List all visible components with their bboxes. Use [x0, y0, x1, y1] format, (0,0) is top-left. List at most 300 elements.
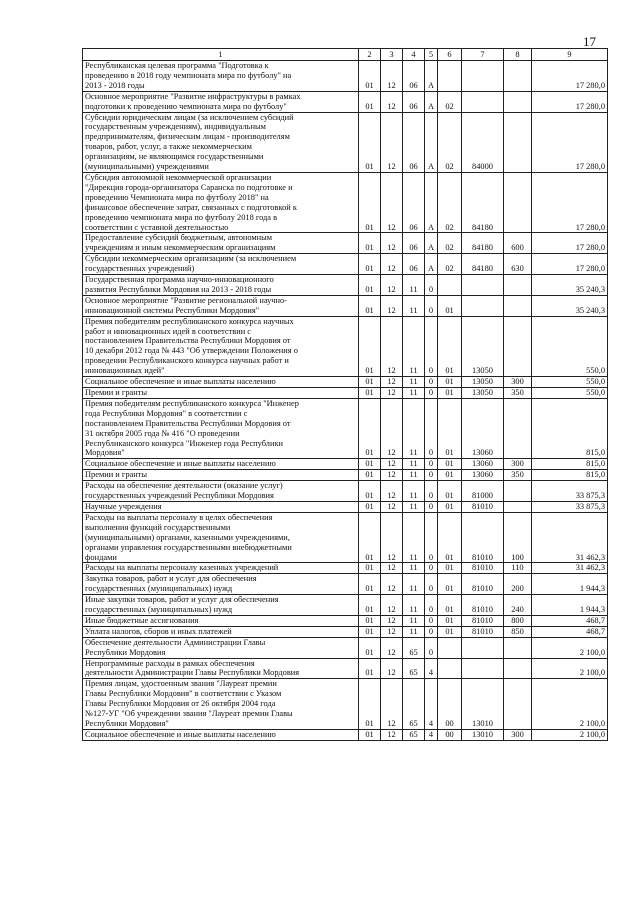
table-row: [83, 316, 608, 376]
code-cell-c4: 06: [403, 233, 425, 254]
code-cell-c6: 02: [438, 112, 462, 172]
code-cell-c6: 02: [438, 91, 462, 112]
code-cell-c8: [504, 61, 532, 92]
code-cell-c5: 4: [425, 658, 438, 679]
code-cell-c7: 13050: [462, 388, 504, 399]
code-cell-c4: 11: [403, 574, 425, 595]
code-cell-c2: 01: [359, 388, 381, 399]
code-cell-c3: 12: [381, 501, 403, 512]
code-cell-c3: 12: [381, 658, 403, 679]
code-cell-c5: А: [425, 233, 438, 254]
code-cell-c7: 84180: [462, 254, 504, 275]
code-cell-c6: 02: [438, 254, 462, 275]
code-cell-c4: 11: [403, 459, 425, 470]
item-name-cell: [83, 172, 359, 232]
code-cell-c6: 01: [438, 316, 462, 376]
budget-table: [82, 48, 608, 741]
code-cell-c8: 200: [504, 574, 532, 595]
amount-cell: 815,0: [532, 459, 608, 470]
code-cell-c8: 800: [504, 615, 532, 626]
code-cell-c7: 81010: [462, 501, 504, 512]
item-name-line: Непрограммные расходы в рамках обеспечения: [85, 658, 255, 668]
table-row: [83, 459, 608, 470]
code-cell-c8: 110: [504, 563, 532, 574]
code-cell-c8: [504, 316, 532, 376]
code-cell-c8: [504, 112, 532, 172]
amount-cell: 17 280,0: [532, 254, 608, 275]
item-name-cell: [83, 563, 359, 574]
code-cell-c2: 01: [359, 574, 381, 595]
table-body: [83, 61, 608, 741]
item-name-line: 10 декабря 2012 года № 443 "Об утверждении Положения о: [85, 346, 298, 356]
code-cell-c5: А: [425, 172, 438, 232]
table-row: [83, 512, 608, 563]
item-name-line: Премии и гранты: [85, 470, 147, 480]
item-name-cell: [83, 254, 359, 275]
code-cell-c8: 850: [504, 626, 532, 637]
code-cell-c5: А: [425, 91, 438, 112]
table-row: [83, 501, 608, 512]
code-cell-c6: 01: [438, 563, 462, 574]
table-row: [83, 481, 608, 502]
item-name-line: Социальное обеспечение и иные выплаты населению: [85, 729, 276, 739]
table-row: [83, 729, 608, 740]
code-cell-c5: 0: [425, 470, 438, 481]
amount-cell: 468,7: [532, 626, 608, 637]
code-cell-c8: [504, 295, 532, 316]
code-cell-c2: 01: [359, 295, 381, 316]
page-number: 17: [583, 34, 596, 49]
code-cell-c4: 65: [403, 637, 425, 658]
amount-cell: 35 240,3: [532, 275, 608, 296]
code-cell-c7: 84000: [462, 112, 504, 172]
code-cell-c8: [504, 679, 532, 730]
item-name-line: проведении Республиканского конкурса научных работ и: [85, 356, 289, 366]
table-row: [83, 637, 608, 658]
item-name-cell: [83, 470, 359, 481]
code-cell-c2: 01: [359, 563, 381, 574]
code-cell-c6: [438, 275, 462, 296]
amount-cell: 1 944,3: [532, 595, 608, 616]
table-row: [83, 470, 608, 481]
item-name-line: проведению чемпионата мира по футболу 2018 года в: [85, 212, 278, 222]
code-cell-c7: [462, 61, 504, 92]
item-name-line: выполнения функций государственными: [85, 522, 231, 532]
item-name-line: Мордовия": [85, 448, 125, 458]
table-row: [83, 295, 608, 316]
code-cell-c6: [438, 658, 462, 679]
code-cell-c8: [504, 172, 532, 232]
code-cell-c6: 01: [438, 377, 462, 388]
code-cell-c5: 0: [425, 512, 438, 563]
code-cell-c3: 12: [381, 470, 403, 481]
column-header: 5: [425, 49, 438, 61]
table-row: [83, 61, 608, 92]
amount-cell: 35 240,3: [532, 295, 608, 316]
table-row: [83, 658, 608, 679]
code-cell-c5: 0: [425, 398, 438, 458]
item-name-line: Премия лицам, удостоенным звания "Лауреат премии: [85, 679, 277, 689]
item-name-line: (муниципальными) органами, казенными учреждениями,: [85, 532, 290, 542]
code-cell-c8: 600: [504, 233, 532, 254]
code-cell-c8: 300: [504, 459, 532, 470]
code-cell-c7: [462, 275, 504, 296]
code-cell-c8: [504, 91, 532, 112]
code-cell-c3: 12: [381, 377, 403, 388]
code-cell-c3: 12: [381, 729, 403, 740]
item-name-line: товаров, работ, услуг, а также некоммерческим: [85, 142, 252, 152]
code-cell-c3: 12: [381, 254, 403, 275]
table-row: [83, 388, 608, 399]
item-name-line: Премии и гранты: [85, 388, 147, 397]
code-cell-c7: 13060: [462, 470, 504, 481]
code-cell-c8: [504, 637, 532, 658]
amount-cell: 2 100,0: [532, 658, 608, 679]
code-cell-c5: А: [425, 112, 438, 172]
item-name-line: Республики Мордовия: [85, 647, 166, 657]
code-cell-c3: 12: [381, 626, 403, 637]
code-cell-c5: 4: [425, 679, 438, 730]
code-cell-c7: 13010: [462, 679, 504, 730]
code-cell-c2: 01: [359, 377, 381, 388]
amount-cell: 33 875,3: [532, 501, 608, 512]
column-header: 1: [83, 49, 359, 61]
column-header: 6: [438, 49, 462, 61]
item-name-cell: [83, 91, 359, 112]
item-name-line: Научные учреждения: [85, 501, 162, 511]
code-cell-c2: 01: [359, 729, 381, 740]
code-cell-c5: 4: [425, 729, 438, 740]
code-cell-c5: 0: [425, 388, 438, 399]
column-header: 9: [532, 49, 608, 61]
item-name-line: государственных учреждений): [85, 264, 195, 274]
code-cell-c6: 01: [438, 398, 462, 458]
item-name-cell: [83, 679, 359, 730]
code-cell-c4: 11: [403, 398, 425, 458]
code-cell-c2: 01: [359, 398, 381, 458]
item-name-cell: [83, 295, 359, 316]
code-cell-c8: 350: [504, 388, 532, 399]
code-cell-c2: 01: [359, 91, 381, 112]
code-cell-c2: 01: [359, 512, 381, 563]
code-cell-c7: 13050: [462, 377, 504, 388]
item-name-line: Субсидии некоммерческим организациям (за исключением: [85, 254, 297, 264]
code-cell-c4: 06: [403, 91, 425, 112]
item-name-cell: [83, 398, 359, 458]
code-cell-c5: 0: [425, 615, 438, 626]
item-name-line: финансовое обеспечение затрат, связанных с подготовкой к: [85, 202, 297, 212]
amount-cell: 550,0: [532, 316, 608, 376]
code-cell-c4: 11: [403, 501, 425, 512]
amount-cell: 33 875,3: [532, 481, 608, 502]
column-header: 2: [359, 49, 381, 61]
item-name-line: 31 октября 2005 года № 416 "О проведении: [85, 428, 240, 438]
code-cell-c5: 0: [425, 459, 438, 470]
item-name-line: проведению в 2018 году чемпионата мира по футболу" на: [85, 70, 292, 80]
column-header: 7: [462, 49, 504, 61]
code-cell-c6: 02: [438, 172, 462, 232]
code-cell-c4: 11: [403, 316, 425, 376]
table-row: [83, 398, 608, 458]
code-cell-c2: 01: [359, 637, 381, 658]
code-cell-c6: 01: [438, 615, 462, 626]
code-cell-c7: 81010: [462, 615, 504, 626]
code-cell-c8: 350: [504, 470, 532, 481]
code-cell-c3: 12: [381, 316, 403, 376]
item-name-line: учреждениям и иным некоммерческим организациям: [85, 243, 276, 253]
code-cell-c2: 01: [359, 112, 381, 172]
item-name-line: проведению Чемпионата мира по футболу 2018" на: [85, 192, 269, 202]
code-cell-c7: 13050: [462, 316, 504, 376]
code-cell-c7: 81000: [462, 481, 504, 502]
code-cell-c4: 06: [403, 112, 425, 172]
code-cell-c7: 81010: [462, 563, 504, 574]
code-cell-c3: 12: [381, 112, 403, 172]
item-name-line: соответствии с уставной деятельностью: [85, 222, 229, 232]
item-name-cell: [83, 595, 359, 616]
amount-cell: 2 100,0: [532, 679, 608, 730]
item-name-line: государственных (муниципальных) нужд: [85, 584, 233, 594]
code-cell-c8: 240: [504, 595, 532, 616]
code-cell-c6: 01: [438, 388, 462, 399]
code-cell-c4: 06: [403, 61, 425, 92]
code-cell-c4: 11: [403, 563, 425, 574]
table-row: [83, 574, 608, 595]
code-cell-c2: 01: [359, 61, 381, 92]
code-cell-c6: 00: [438, 679, 462, 730]
item-name-line: инновационной системы Республики Мордовия": [85, 305, 260, 315]
item-name-line: работ и инновационных идей в соответствии с: [85, 326, 252, 336]
code-cell-c2: 01: [359, 172, 381, 232]
code-cell-c3: 12: [381, 563, 403, 574]
code-cell-c3: 12: [381, 615, 403, 626]
code-cell-c3: 12: [381, 398, 403, 458]
item-name-line: фондами: [85, 552, 117, 562]
code-cell-c4: 65: [403, 679, 425, 730]
item-name-line: Закупка товаров, работ и услуг для обеспечения: [85, 574, 257, 584]
item-name-line: Основное мероприятие "Развитие региональной научно-: [85, 295, 287, 305]
code-cell-c7: [462, 637, 504, 658]
item-name-line: "Дирекция города-организатора Саранска по подготовке и: [85, 182, 293, 192]
item-name-line: Социальное обеспечение и иные выплаты населению: [85, 459, 276, 469]
table-row: [83, 563, 608, 574]
amount-cell: 550,0: [532, 388, 608, 399]
code-cell-c3: 12: [381, 172, 403, 232]
column-header: 8: [504, 49, 532, 61]
item-name-cell: [83, 275, 359, 296]
item-name-cell: [83, 512, 359, 563]
table-row: [83, 172, 608, 232]
code-cell-c4: 11: [403, 377, 425, 388]
amount-cell: 1 944,3: [532, 574, 608, 595]
table-row: [83, 91, 608, 112]
item-name-line: года Республики Мордовия" в соответствии с: [85, 408, 248, 418]
code-cell-c7: 81010: [462, 595, 504, 616]
code-cell-c6: [438, 637, 462, 658]
code-cell-c8: 300: [504, 729, 532, 740]
code-cell-c6: 01: [438, 470, 462, 481]
item-name-line: 2013 - 2018 годы: [85, 80, 145, 90]
code-cell-c2: 01: [359, 233, 381, 254]
item-name-cell: [83, 316, 359, 376]
code-cell-c3: 12: [381, 61, 403, 92]
code-cell-c2: 01: [359, 679, 381, 730]
code-cell-c6: 01: [438, 512, 462, 563]
item-name-line: Республики Мордовия": [85, 719, 169, 728]
item-name-line: государственных (муниципальных) нужд: [85, 605, 233, 615]
code-cell-c4: 65: [403, 658, 425, 679]
code-cell-c5: 0: [425, 275, 438, 296]
code-cell-c7: 13060: [462, 398, 504, 458]
amount-cell: 815,0: [532, 398, 608, 458]
table-row: [83, 112, 608, 172]
amount-cell: 17 280,0: [532, 172, 608, 232]
item-name-line: государственных учреждений Республики Мордовия: [85, 491, 274, 501]
item-name-cell: [83, 388, 359, 399]
amount-cell: 31 462,3: [532, 512, 608, 563]
code-cell-c6: 02: [438, 233, 462, 254]
code-cell-c8: [504, 658, 532, 679]
item-name-cell: [83, 626, 359, 637]
code-cell-c3: 12: [381, 481, 403, 502]
code-cell-c4: 11: [403, 595, 425, 616]
code-cell-c5: 0: [425, 377, 438, 388]
item-name-cell: [83, 658, 359, 679]
item-name-line: Иные бюджетные ассигнования: [85, 615, 199, 625]
code-cell-c7: 13060: [462, 459, 504, 470]
item-name-line: органами управления государственными внебюджетными: [85, 542, 292, 552]
code-cell-c6: 01: [438, 501, 462, 512]
code-cell-c3: 12: [381, 679, 403, 730]
code-cell-c2: 01: [359, 658, 381, 679]
amount-cell: 550,0: [532, 377, 608, 388]
code-cell-c6: 01: [438, 481, 462, 502]
table-row: [83, 377, 608, 388]
code-cell-c4: 11: [403, 481, 425, 502]
item-name-cell: [83, 233, 359, 254]
code-cell-c2: 01: [359, 595, 381, 616]
item-name-line: Расходы на выплаты персоналу казенных учреждений: [85, 563, 279, 573]
code-cell-c7: 81010: [462, 574, 504, 595]
amount-cell: 2 100,0: [532, 729, 608, 740]
code-cell-c6: 00: [438, 729, 462, 740]
code-cell-c6: 01: [438, 595, 462, 616]
item-name-line: №127-УГ "Об учреждении звания "Лауреат премии Главы: [85, 709, 293, 719]
code-cell-c3: 12: [381, 295, 403, 316]
code-cell-c6: [438, 61, 462, 92]
code-cell-c2: 01: [359, 626, 381, 637]
item-name-line: предпринимателям, физическим лицам - производителям: [85, 132, 290, 142]
code-cell-c7: [462, 91, 504, 112]
code-cell-c3: 12: [381, 275, 403, 296]
code-cell-c7: 81010: [462, 626, 504, 637]
amount-cell: 815,0: [532, 470, 608, 481]
code-cell-c4: 11: [403, 275, 425, 296]
item-name-cell: [83, 729, 359, 740]
code-cell-c3: 12: [381, 574, 403, 595]
table-row: [83, 233, 608, 254]
code-cell-c8: 630: [504, 254, 532, 275]
code-cell-c6: 01: [438, 295, 462, 316]
code-cell-c8: 300: [504, 377, 532, 388]
item-name-line: Субсидия автономной некоммерческой организации: [85, 172, 272, 182]
code-cell-c2: 01: [359, 615, 381, 626]
column-header: 4: [403, 49, 425, 61]
code-cell-c4: 06: [403, 254, 425, 275]
code-cell-c2: 01: [359, 254, 381, 275]
header-row: [83, 49, 608, 61]
amount-cell: 31 462,3: [532, 563, 608, 574]
item-name-line: Основное мероприятие "Развитие инфраструктуры в рамках: [85, 91, 301, 101]
item-name-line: деятельности Администрации Главы Республики Мордовия: [85, 668, 300, 678]
item-name-cell: [83, 61, 359, 92]
table-row: [83, 275, 608, 296]
code-cell-c4: 06: [403, 172, 425, 232]
code-cell-c5: 0: [425, 295, 438, 316]
item-name-line: организациям, не являющимся государственными: [85, 152, 264, 162]
table-row: [83, 626, 608, 637]
code-cell-c4: 11: [403, 470, 425, 481]
item-name-line: Субсидии юридическим лицам (за исключением субсидий: [85, 112, 294, 122]
code-cell-c8: [504, 481, 532, 502]
table-row: [83, 254, 608, 275]
amount-cell: 17 280,0: [532, 233, 608, 254]
amount-cell: 2 100,0: [532, 637, 608, 658]
code-cell-c8: [504, 501, 532, 512]
code-cell-c2: 01: [359, 275, 381, 296]
code-cell-c2: 01: [359, 459, 381, 470]
item-name-line: Премия победителям республиканского конкурса "Инженер: [85, 398, 299, 408]
code-cell-c6: 01: [438, 626, 462, 637]
amount-cell: 17 280,0: [532, 91, 608, 112]
item-name-line: Республиканская целевая программа "Подготовка к: [85, 61, 269, 70]
code-cell-c7: [462, 295, 504, 316]
item-name-line: Государственная программа научно-инновационного: [85, 275, 274, 285]
item-name-cell: [83, 377, 359, 388]
code-cell-c5: 0: [425, 563, 438, 574]
item-name-cell: [83, 637, 359, 658]
item-name-cell: [83, 574, 359, 595]
item-name-cell: [83, 112, 359, 172]
item-name-line: (муниципальными) учреждениями: [85, 162, 209, 172]
item-name-line: развития Республики Мордовия на 2013 - 2018 годы: [85, 284, 272, 294]
code-cell-c2: 01: [359, 470, 381, 481]
code-cell-c8: [504, 398, 532, 458]
code-cell-c4: 11: [403, 388, 425, 399]
table-row: [83, 615, 608, 626]
code-cell-c5: 0: [425, 316, 438, 376]
item-name-line: Расходы на обеспечение деятельности (оказание услуг): [85, 481, 283, 491]
code-cell-c5: 0: [425, 481, 438, 502]
code-cell-c3: 12: [381, 233, 403, 254]
column-header: 3: [381, 49, 403, 61]
item-name-line: Обеспечение деятельности Администрации Главы: [85, 637, 266, 647]
item-name-line: Главы Республики Мордовия" в соответствии с Указом: [85, 689, 282, 699]
item-name-cell: [83, 615, 359, 626]
code-cell-c6: 01: [438, 574, 462, 595]
code-cell-c7: 81010: [462, 512, 504, 563]
code-cell-c3: 12: [381, 595, 403, 616]
amount-cell: 468,7: [532, 615, 608, 626]
table-row: [83, 595, 608, 616]
item-name-line: Расходы на выплаты персоналу в целях обеспечения: [85, 512, 273, 522]
code-cell-c7: 84180: [462, 172, 504, 232]
code-cell-c3: 12: [381, 91, 403, 112]
item-name-line: Главы Республики Мордовия от 26 октября 2004 года: [85, 699, 276, 709]
code-cell-c3: 12: [381, 512, 403, 563]
code-cell-c7: 13010: [462, 729, 504, 740]
code-cell-c5: 0: [425, 626, 438, 637]
